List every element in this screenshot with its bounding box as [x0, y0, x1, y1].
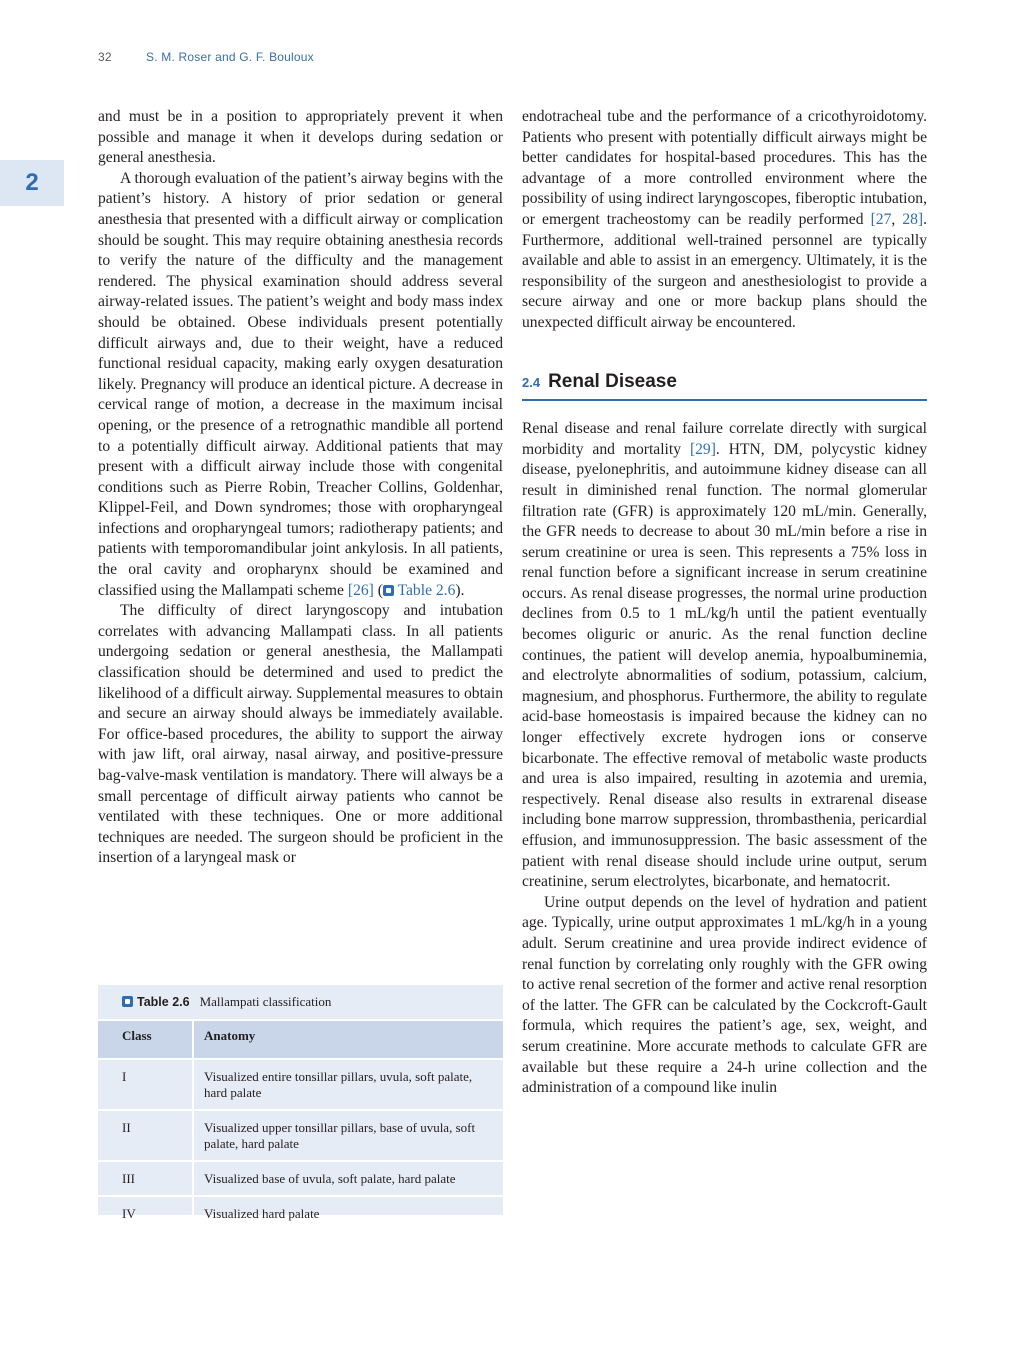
column-header-anatomy: Anatomy	[193, 1021, 503, 1059]
table-cell: IV	[122, 1206, 136, 1221]
paragraph	[522, 419, 927, 893]
chapter-tab: 2	[0, 160, 64, 206]
table-label: Table 2.6	[137, 995, 190, 1009]
table-row	[98, 1196, 503, 1230]
table-cell: II	[122, 1120, 131, 1135]
section-number: 2.4	[522, 374, 541, 390]
paragraph	[98, 169, 503, 601]
table-caption	[98, 985, 503, 1021]
paragraph-text: ,	[891, 210, 903, 228]
paragraph-text: (	[373, 581, 383, 599]
table-cell: Visualized base of uvula, soft palate, hard palate	[193, 1161, 503, 1196]
right-column	[522, 107, 927, 1099]
paragraph-text: . Furthermore, additional well-trained personnel are typically available and able to assist in an emergency. Ultimately, it is the responsibility of the surgeon and anesthesiologist to provide a secure airway and one or more backup plans should the unexpected difficult airway be encountered.	[522, 210, 928, 331]
page-number: 32	[98, 50, 112, 64]
section-title: Renal Disease	[548, 370, 677, 392]
table-cell: Visualized entire tonsillar pillars, uvula, soft palate, hard palate	[193, 1059, 503, 1110]
section-heading	[522, 372, 927, 402]
citation-link[interactable]: [27	[870, 210, 892, 228]
citation-link[interactable]: [26]	[347, 581, 374, 599]
table-icon	[383, 585, 394, 596]
table-caption-text: Mallampati classification	[199, 994, 332, 1009]
table-reference-link[interactable]: Table 2.6	[397, 581, 456, 599]
paragraph-text: endotracheal tube and the performance of a cricothyroidotomy. Patients who present with potentially difficult airways might be better candidates for hospital-based procedures. This has the advantage of a more controlled environment where the possibility of using indirect laryngoscopes, fiberoptic intubation, or emergent tracheostomy can be readily performed	[522, 108, 927, 228]
table-cell: Visualized hard palate	[193, 1196, 503, 1230]
table-cell: I	[122, 1069, 127, 1084]
table-icon	[122, 996, 133, 1007]
table-cell: Visualized upper tonsillar pillars, base of uvula, soft palate, hard palate	[193, 1110, 503, 1161]
paragraph: and must be in a position to appropriately prevent it when possible and manage it when it develops during sedation or general anesthesia.	[98, 108, 503, 167]
citation-link[interactable]: 28]	[902, 210, 924, 228]
column-header-class: Class	[98, 1021, 193, 1059]
left-column	[98, 107, 503, 869]
paragraph-text: A thorough evaluation of the patient’s airway begins with the patient’s history. A history of prior sedation or general anesthesia that presented with a difficult airway or complication should be sought. This may require obtaining anesthesia records to verify the nature of the difficulty and the management rendered. The physical examination should address several airway-related issues. The patient’s weight and body mass index should be obtained. Obese individuals present potentially difficult airways and, due to their weight, have a reduced functional residual capacity, making early oxygen desaturation likely. Pregnancy will produce an identical picture. A decrease in cervical range of motion, a decrease in the maximum incisal opening, or the presence of a retrognathic mandible all portend to a potentially difficult airway. Additional patients that may present with a difficult airway include those with congenital conditions such as Pierre Robin, Treacher Collins, Goldenhar, Klippel-Feil, and Down syndromes; those with oropharyngeal infections and oropharyngeal tumors; radiotherapy patients; and patients with temporomandibular joint ankylosis. In all patients, the oral cavity and oropharynx should be examined and classified using the Mallampati scheme	[98, 169, 503, 599]
paragraph-text: . HTN, DM, polycystic kidney disease, pyelonephritis, and autoimmune kidney disease can all result in diminished renal function. The normal glomerular filtration rate (GFR) is approximately 120 mL/min. Generally, the GFR needs to decrease to about 30 mL/min before a rise in serum creatinine or urea is seen. This represents a 75% loss in renal function before a significant increase in serum creatinine occurs. As renal disease progresses, the normal urine production declines from 0.5 to 1 mL/kg/h until the patient eventually becomes oliguric or anuric. As the renal function decline continues, the patient will develop anemia, hypoalbuminemia, and electrolyte abnormalities of sodium, potassium, calcium, magnesium, and phosphorus. Furthermore, the ability to regulate acid-base homeostasis is impaired because the kidney can no longer effectively excrete hydrogen ions or conserve bicarbonate. The effective removal of metabolic waste products and urea is also impaired, resulting in azotemia and uremia, respectively. Renal disease also results in extrarenal disease including bone marrow suppression, thrombasthenia, pericardial effusion, and immunosuppression. The basic assessment of the patient with renal disease should include urine output, serum creatinine, serum electrolytes, bicarbonate, and hematocrit.	[522, 440, 927, 891]
paragraph: Urine output depends on the level of hydration and patient age. Typically, urine output approximates 1 mL/kg/h in a young adult. Serum creatinine and urea provide indirect evidence of renal function by correlating only roughly with the GFR owing to active renal secretion of the former and active renal resorption of the latter. The GFR can be calculated by the Cockcroft-Gault formula, which requires the patient’s age, sex, weight, and serum creatinine. More accurate methods to calculate GFR are available but these require a 24-h urine collection and the administration of a compound like inulin	[522, 893, 927, 1097]
running-head	[98, 50, 314, 64]
table-cell: III	[122, 1171, 135, 1186]
table-grid	[98, 1021, 503, 1230]
table-row	[98, 1110, 503, 1161]
mallampati-table	[98, 985, 503, 1221]
table-row	[98, 1059, 503, 1110]
paragraph-text: ).	[455, 581, 465, 599]
paragraph-text: Renal disease and renal failure correlate directly with surgical morbidity and mortality	[522, 420, 927, 458]
table-row	[98, 1161, 503, 1196]
paragraph	[522, 107, 927, 334]
author-names: S. M. Roser and G. F. Bouloux	[146, 50, 314, 64]
paragraph: The difficulty of direct laryngoscopy and intubation correlates with advancing Mallampati class. In all patients undergoing sedation or general anesthesia, the Mallampati classification should be determined and used to predict the likelihood of a difficult airway. Supplemental measures to obtain and secure an airway should always be immediately available. For office-based procedures, the ability to support the airway with jaw lift, oral airway, nasal airway, and positive-pressure bag-valve-mask ventilation is mandatory. There will always be a small percentage of difficult airway patients who cannot be ventilated with these techniques. One or more additional techniques are needed. The surgeon should be proficient in the insertion of a laryngeal mask or	[98, 602, 503, 867]
citation-link[interactable]: [29]	[689, 440, 716, 458]
